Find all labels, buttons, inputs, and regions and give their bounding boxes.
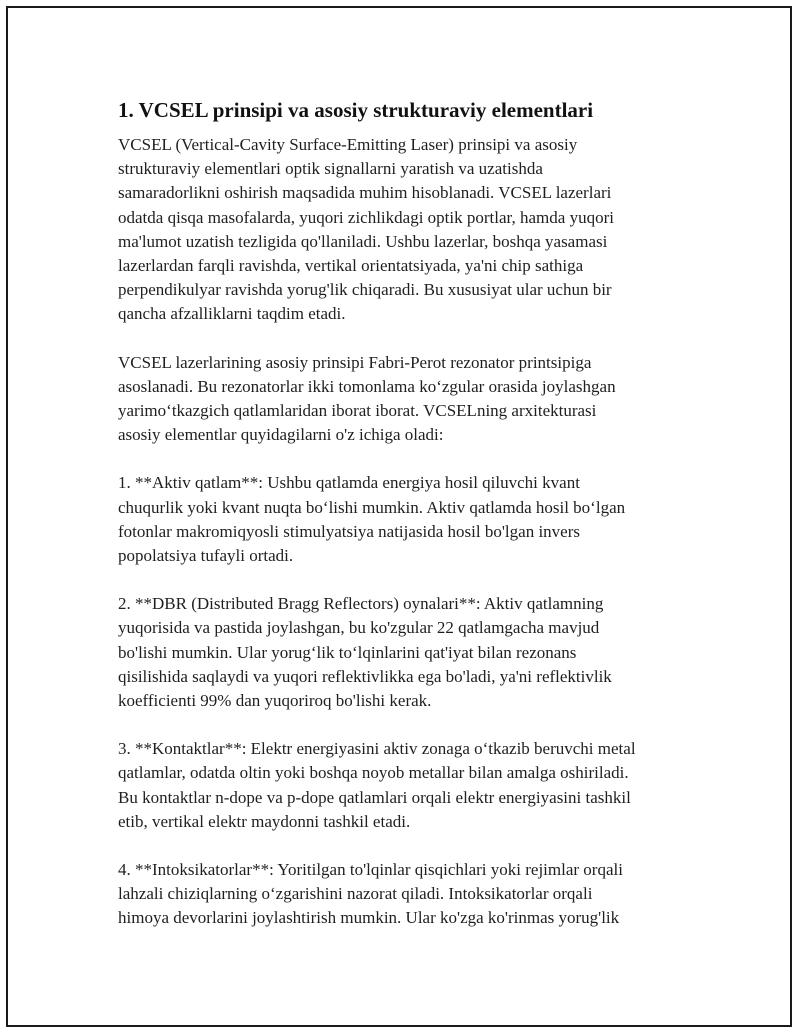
- section-heading: 1. VCSEL prinsipi va asosiy strukturaviy elementlari: [118, 98, 594, 122]
- text-line: 2. **DBR (Distributed Bragg Reflectors) oynalari**: Aktiv qatlamning: [118, 594, 604, 614]
- list-item-contacts: [118, 737, 678, 834]
- text-line: Bu kontaktlar n-dope va p-dope qatlamlari orqali elektr energiyasini tashkil: [118, 787, 631, 807]
- text-line: etib, vertikal elektr maydonni tashkil etadi.: [118, 811, 411, 831]
- paragraph-intro: [118, 133, 678, 327]
- text-line: lazerlardan farqli ravishda, vertikal orientatsiyada, ya'ni chip sathiga: [118, 256, 584, 276]
- list-item-dbr-mirrors: [118, 592, 678, 713]
- text-line: qatlamlar, odatda oltin yoki boshqa noyob metallar bilan amalga oshiriladi.: [118, 763, 629, 783]
- list-item-intoxicators: [118, 858, 678, 931]
- text-line: himoya devorlarini joylashtirish mumkin. Ular ko'zga ko'rinmas yorug'lik: [118, 908, 620, 928]
- text-line: VCSEL lazerlarining asosiy prinsipi Fabri-Perot rezonator printsipiga: [118, 352, 592, 372]
- text-line: strukturaviy elementlari optik signallarni yaratish va uzatishda: [118, 159, 543, 179]
- text-line: VCSEL (Vertical-Cavity Surface-Emitting Laser) prinsipi va asosiy: [118, 135, 578, 154]
- text-line: asoslanadi. Bu rezonatorlar ikki tomonlama koʻzgular orasida joylashgan: [118, 376, 616, 396]
- paragraph-principle: [118, 351, 678, 448]
- list-item-active-layer: [118, 471, 678, 568]
- text-line: chuqurlik yoki kvant nuqta boʻlishi mumkin. Aktiv qatlamda hosil boʻlgan: [118, 497, 626, 517]
- text-line: perpendikulyar ravishda yorug'lik chiqaradi. Bu xususiyat ular uchun bir: [118, 280, 612, 300]
- text-line: 4. **Intoksikatorlar**: Yoritilgan to'lqinlar qisqichlari yoki rejimlar orqali: [118, 860, 623, 880]
- text-line: fotonlar makromiqyosli stimulyatsiya natijasida hosil bo'lgan invers: [118, 521, 580, 541]
- text-line: lahzali chiziqlarning oʻzgarishini nazorat qiladi. Intoksikatorlar orqali: [118, 884, 593, 904]
- text-line: yarimoʻtkazgich qatlamlaridan iborat iborat. VCSELning arxitekturasi: [118, 401, 597, 421]
- document-body: [118, 97, 678, 955]
- text-line: qisilishida saqlaydi va yuqori reflektivlikka ega bo'ladi, ya'ni reflektivlik: [118, 666, 612, 686]
- document-page: [6, 6, 792, 1027]
- text-line: ma'lumot uzatish tezligida qo'llaniladi. Ushbu lazerlar, boshqa yasamasi: [118, 231, 608, 251]
- text-line: samaradorlikni oshirish maqsadida muhim hisoblanadi. VCSEL lazerlari: [118, 183, 612, 203]
- text-line: koefficienti 99% dan yuqoriroq bo'lishi kerak.: [118, 691, 432, 711]
- text-line: odatda qisqa masofalarda, yuqori zichlikdagi optik portlar, hamda yuqori: [118, 207, 614, 227]
- text-line: qancha afzalliklarni taqdim etadi.: [118, 304, 346, 324]
- text-line: bo'lishi mumkin. Ular yorugʻlik toʻlqinlarini qat'iyat bilan rezonans: [118, 642, 577, 662]
- text-line: yuqorisida va pastida joylashgan, bu ko'zgular 22 qatlamgacha mavjud: [118, 618, 600, 638]
- text-line: 3. **Kontaktlar**: Elektr energiyasini aktiv zonaga oʻtkazib beruvchi metal: [118, 739, 636, 759]
- text-line: popolatsiya tufayli ortadi.: [118, 546, 294, 566]
- text-line: 1. **Aktiv qatlam**: Ushbu qatlamda energiya hosil qiluvchi kvant: [118, 473, 580, 493]
- text-line: asosiy elementlar quyidagilarni o'z ichiga oladi:: [118, 425, 444, 445]
